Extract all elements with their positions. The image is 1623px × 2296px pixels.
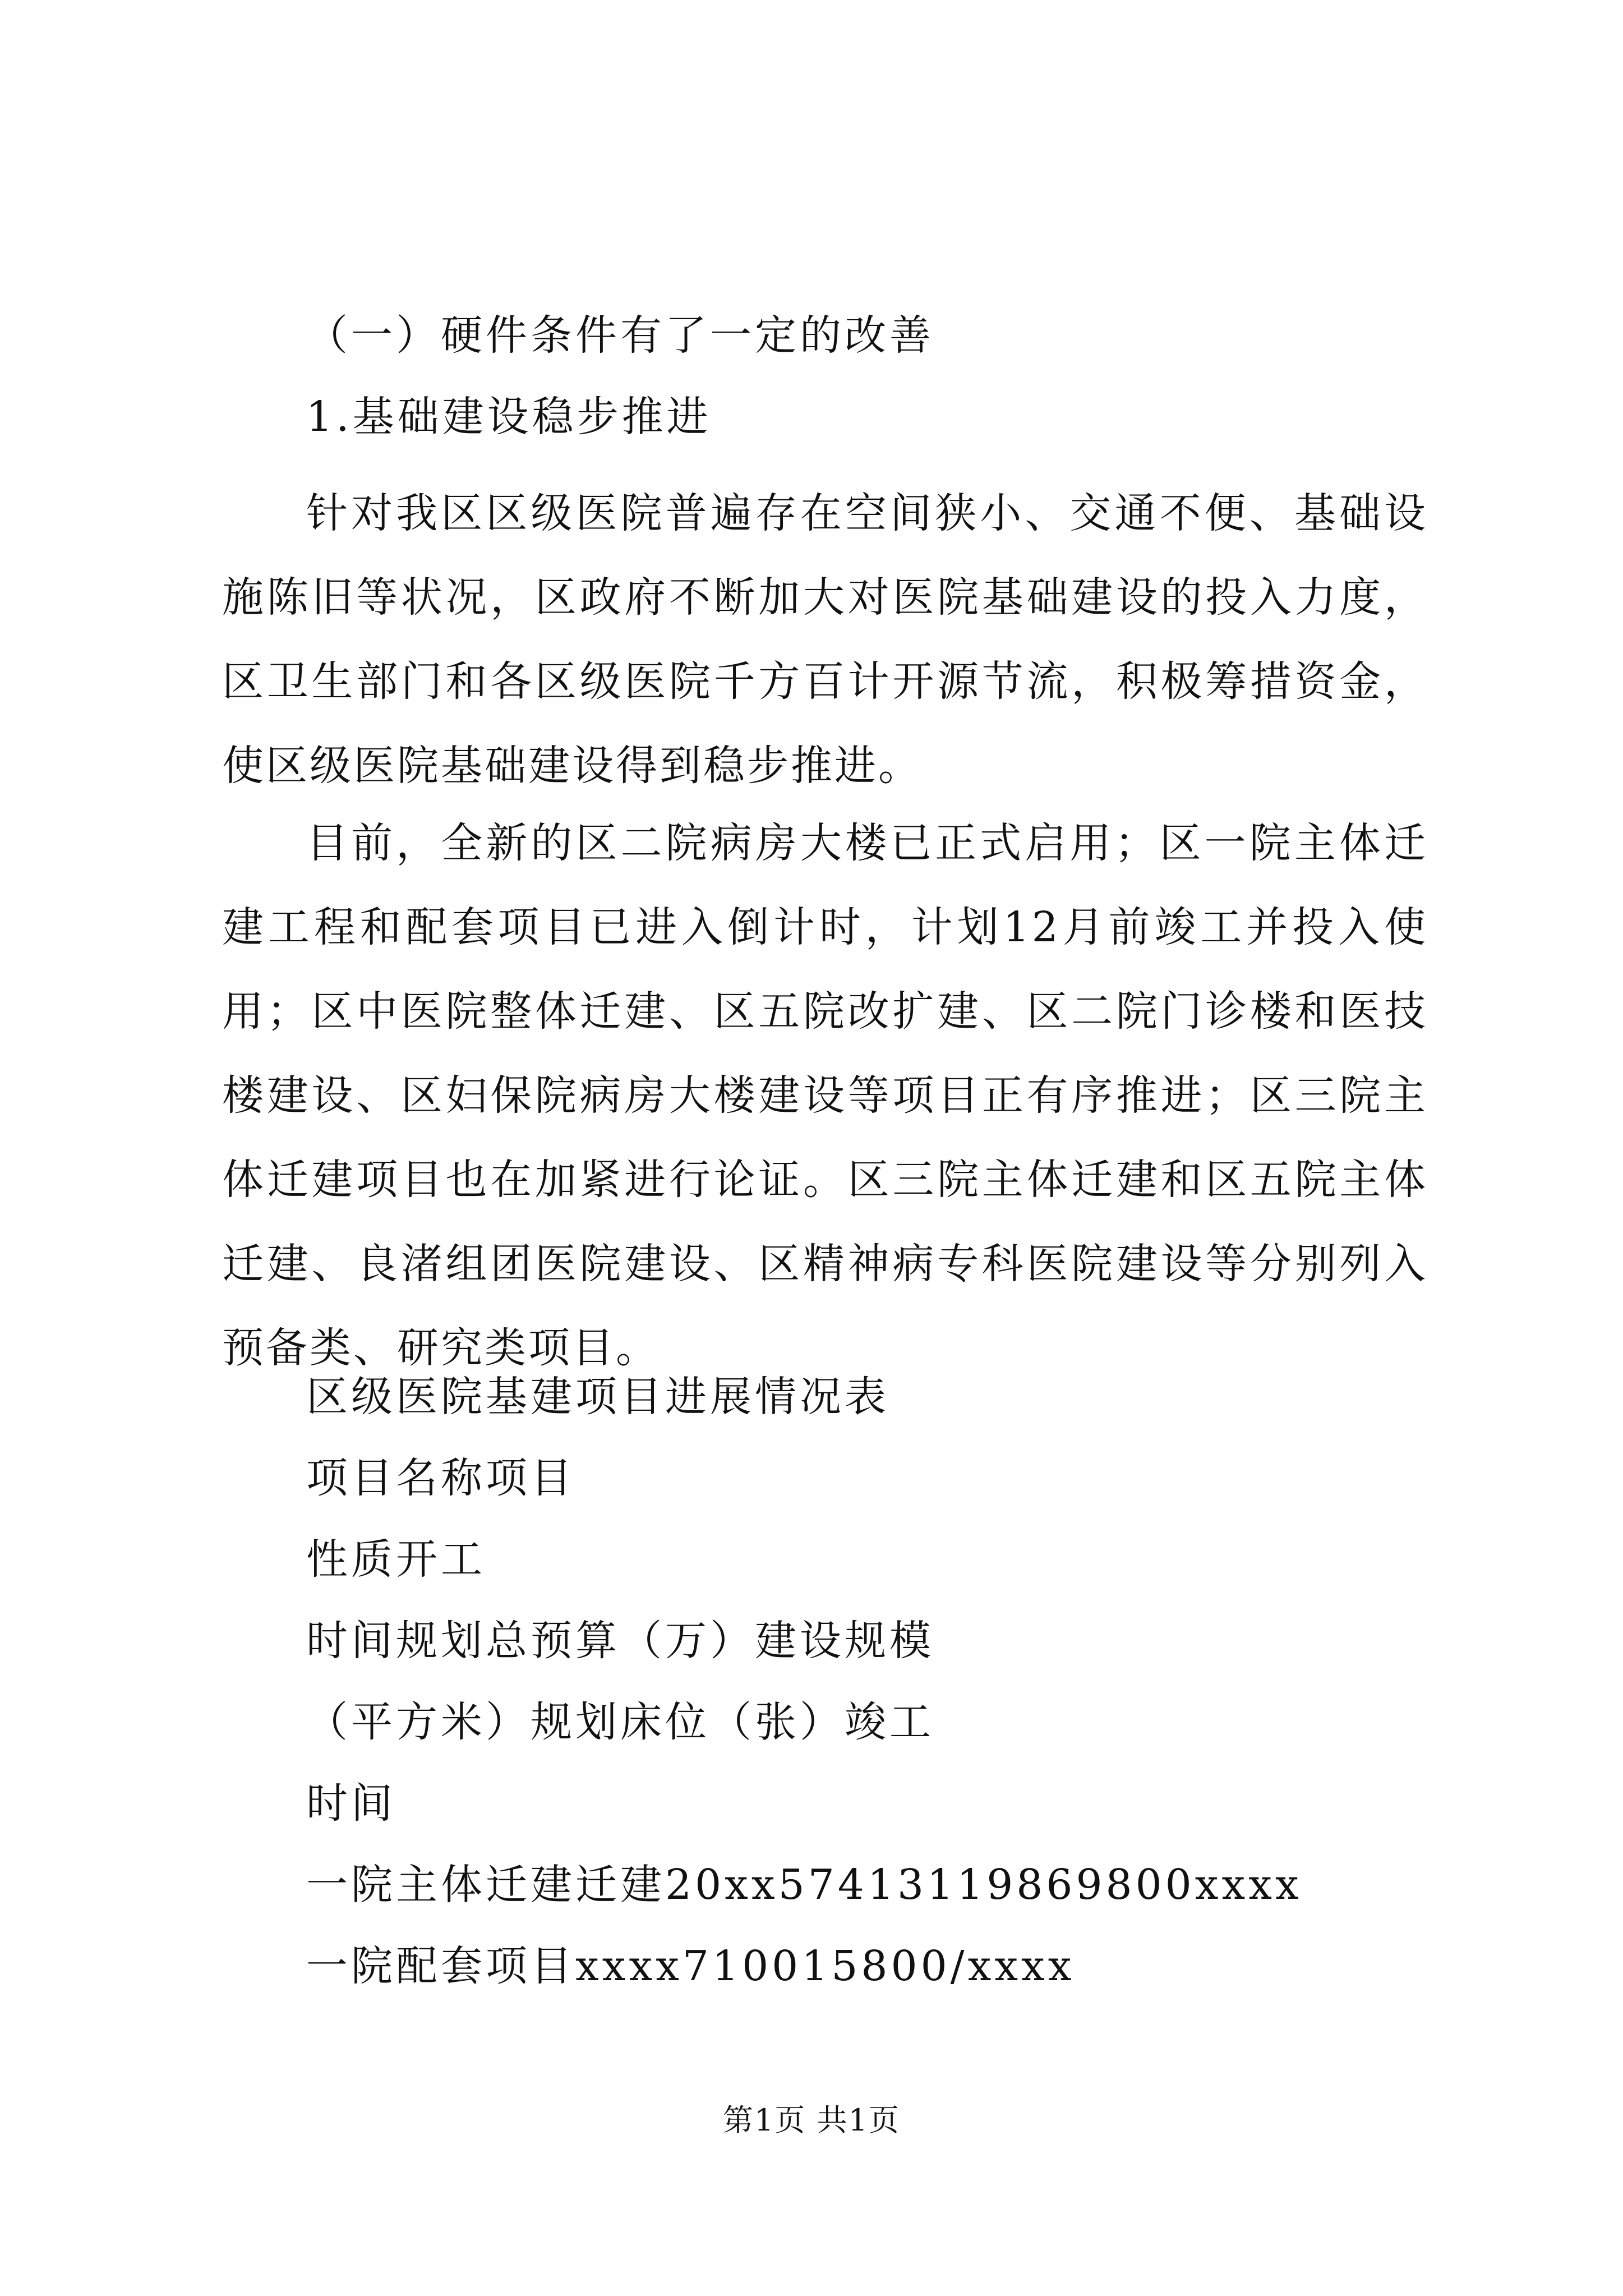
table-line: 时间: [306, 1779, 396, 1828]
page-footer: 第1页 共1页: [723, 2102, 900, 2138]
table-line: 一院主体迁建迁建20xx57413119869800xxxx: [306, 1861, 1302, 1909]
table-line: 性质开工: [306, 1535, 486, 1584]
section-heading: （一）硬件条件有了一定的改善: [306, 311, 934, 360]
table-title: 区级医院基建项目进展情况表: [306, 1373, 889, 1421]
table-line: 一院配套项目xxxx710015800/xxxx: [306, 1942, 1075, 1990]
paragraph-2: 目前，全新的区二院病房大楼已正式启用；区一院主体迁建工程和配套项目已进入倒计时，计划12月前竣工并投入使用；区中医院整体迁建、区五院改扩建、区二院门诊楼和医技楼建设、区妇保院病房大楼建设等项目正有序推进；区三院主体迁建项目也在加紧进行论证。区三院主体迁建和区五院主体迁建、良渚组团医院建设、区精神病专科医院建设等分别列入预备类、研究类项目。: [222, 819, 1428, 1372]
table-line: （平方米）规划床位（张）竣工: [306, 1698, 934, 1746]
table-line: 时间规划总预算（万）建设规模: [306, 1617, 934, 1665]
subheading: 1.基础建设稳步推进: [306, 393, 712, 441]
paragraph-1: 针对我区区级医院普遍存在空间狭小、交通不便、基础设施陈旧等状况，区政府不断加大对医院基础建设的投入力度，区卫生部门和各区级医院千方百计开源节流，积极筹措资金，使区级医院基础建设得到稳步推进。: [222, 489, 1428, 790]
table-line: 项目名称项目: [306, 1454, 575, 1502]
